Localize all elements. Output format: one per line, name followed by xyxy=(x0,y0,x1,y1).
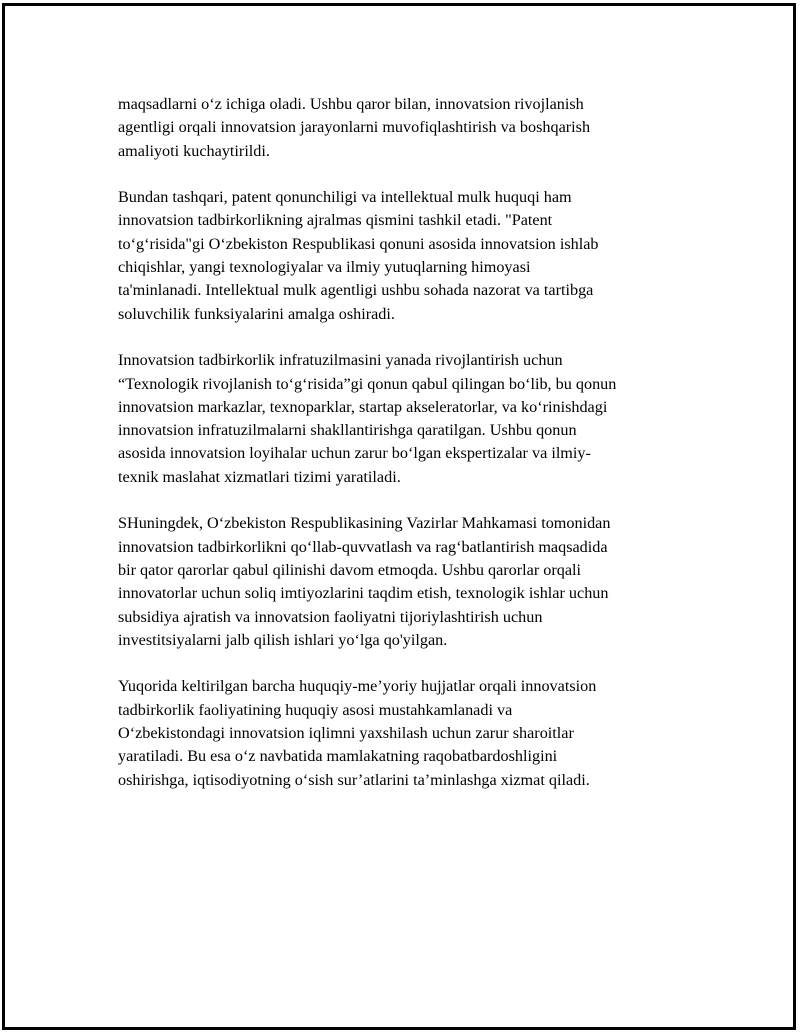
text-line: Yuqorida keltirilgan barcha huquqiy-me’yoriy hujjatlar orqali innovatsion xyxy=(118,677,597,696)
text-line: bir qator qarorlar qabul qilinishi davom etmoqda. Ushbu qarorlar orqali xyxy=(118,560,582,579)
paragraph-3 xyxy=(118,349,698,489)
paragraph-1 xyxy=(118,93,698,163)
text-line: Bundan tashqari, patent qonunchiligi va intellektual mulk huquqi ham xyxy=(118,188,572,207)
paragraph-5 xyxy=(118,675,698,791)
text-line: investitsiyalarni jalb qilish ishlari yo‘lga qo'yilgan. xyxy=(118,630,448,649)
text-line: maqsadlarni o‘z ichiga oladi. Ushbu qaror bilan, innovatsion rivojlanish xyxy=(118,95,584,113)
text-line: amaliyoti kuchaytirildi. xyxy=(118,141,270,160)
text-line: texnik maslahat xizmatlari tizimi yaratiladi. xyxy=(118,467,401,486)
text-line: innovatsion infratuzilmalarni shakllantirishga qaratilgan. Ushbu qonun xyxy=(118,421,577,440)
text-line: innovatorlar uchun soliq imtiyozlarini taqdim etish, texnologik ishlar uchun xyxy=(118,584,609,603)
document-body xyxy=(118,93,698,815)
paragraph-2 xyxy=(118,186,698,326)
text-line: SHuningdek, O‘zbekiston Respublikasining Vazirlar Mahkamasi tomonidan xyxy=(118,514,611,533)
text-line: soluvchilik funksiyalarini amalga oshiradi. xyxy=(118,304,395,323)
text-line: innovatsion markazlar, texnoparklar, startap akseleratorlar, va ko‘rinishdagi xyxy=(118,397,608,416)
text-line: innovatsion tadbirkorlikning ajralmas qismini tashkil etadi. "Patent xyxy=(118,211,553,230)
text-line: “Texnologik rivojlanish to‘g‘risida”gi qonun qabul qilingan bo‘lib, bu qonun xyxy=(118,374,617,393)
text-line: innovatsion tadbirkorlikni qo‘llab-quvvatlash va rag‘batlantirish maqsadida xyxy=(118,537,608,556)
text-line: tadbirkorlik faoliyatining huquqiy asosi mustahkamlanadi va xyxy=(118,700,513,719)
text-line: chiqishlar, yangi texnologiyalar va ilmiy yutuqlarning himoyasi xyxy=(118,258,531,277)
text-line: to‘g‘risida"gi O‘zbekiston Respublikasi qonuni asosida innovatsion ishlab xyxy=(118,234,599,253)
text-line: Innovatsion tadbirkorlik infratuzilmasini yanada rivojlantirish uchun xyxy=(118,351,563,370)
paragraph-4 xyxy=(118,512,698,652)
text-line: agentligi orqali innovatsion jarayonlarni muvofiqlashtirish va boshqarish xyxy=(118,118,591,137)
text-line: O‘zbekistondagi innovatsion iqlimni yaxshilash uchun zarur sharoitlar xyxy=(118,724,574,743)
text-line: ta'minlanadi. Intellektual mulk agentligi ushbu sohada nazorat va tartibga xyxy=(118,281,594,300)
text-line: oshirishga, iqtisodiyotning o‘sish sur’atlarini ta’minlashga xizmat qiladi. xyxy=(118,770,590,789)
text-line: asosida innovatsion loyihalar uchun zarur bo‘lgan ekspertizalar va ilmiy- xyxy=(118,444,591,463)
text-line: subsidiya ajratish va innovatsion faoliyatni tijoriylashtirish uchun xyxy=(118,607,543,626)
text-line: yaratiladi. Bu esa o‘z navbatida mamlakatning raqobatbardoshligini xyxy=(118,747,558,766)
